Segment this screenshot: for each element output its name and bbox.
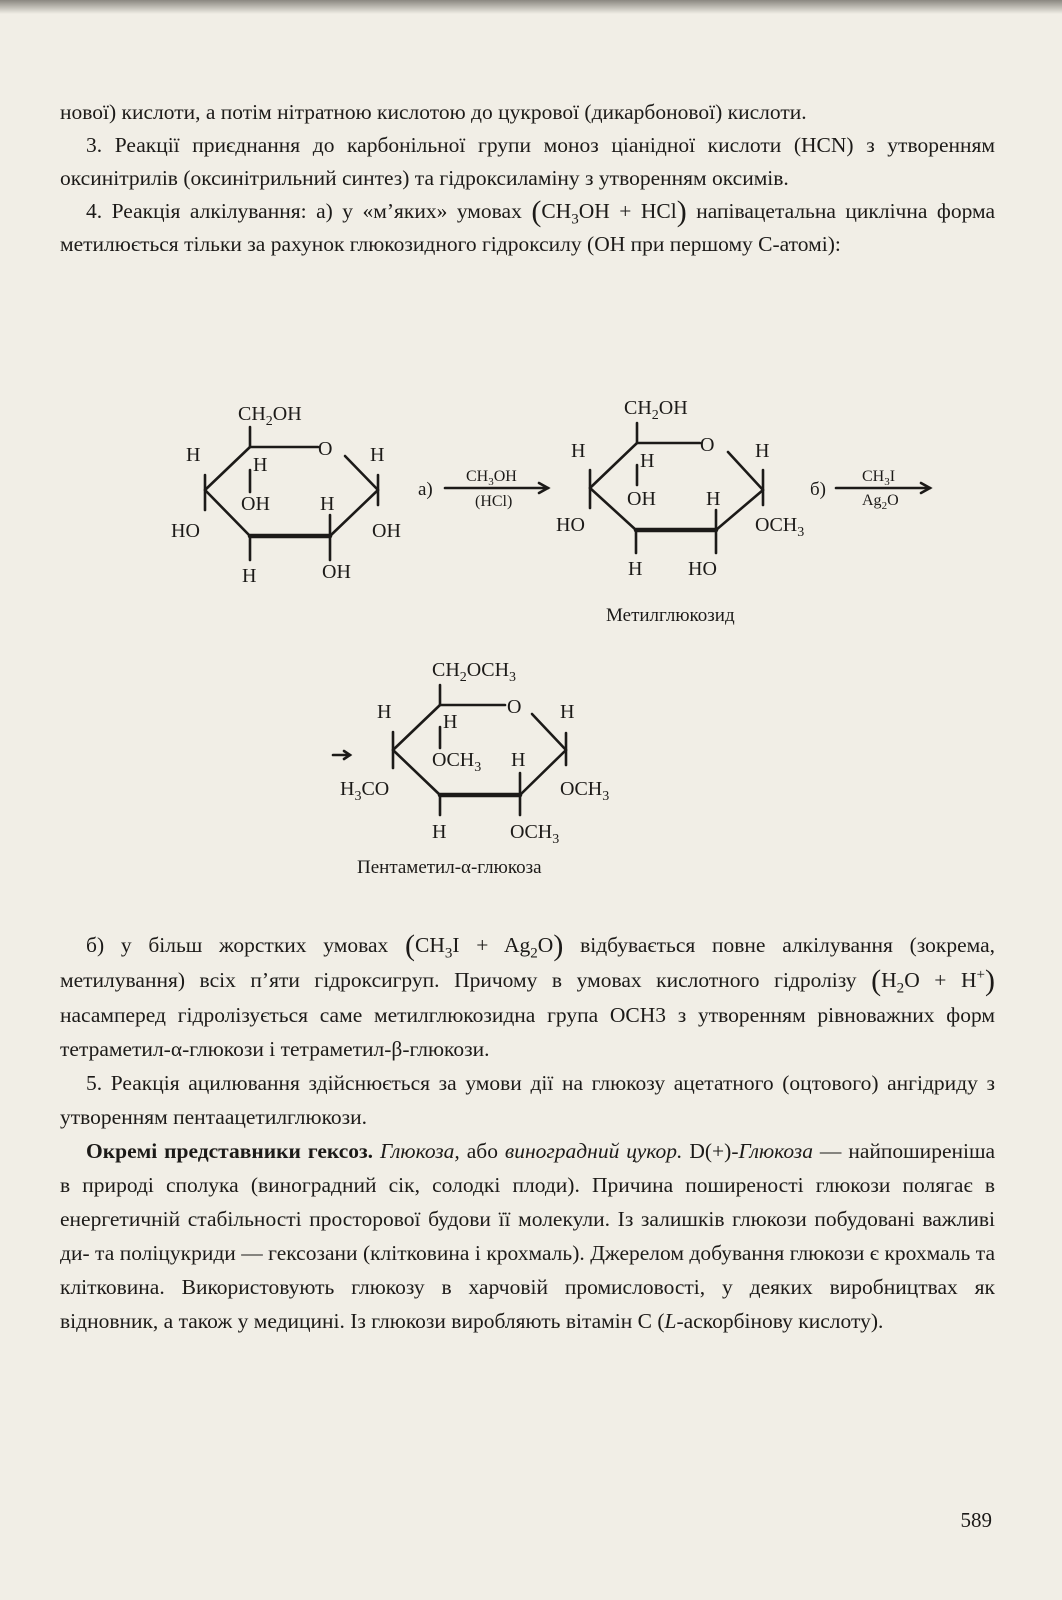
glucose-oh-bottom: OH: [322, 561, 351, 583]
pentamethyl-h-right: H: [560, 701, 575, 723]
arrow-b-reagent: $CH_3I$: [862, 468, 896, 488]
pentamethyl-h-inner: H: [443, 711, 458, 733]
methylglucoside-ring-o: O: [700, 434, 715, 456]
pentamethyl-och3-right: $OCH_3$: [560, 778, 610, 804]
methylglucoside-h-bottom: H: [628, 558, 643, 580]
methylglucoside-ch2oh: $CH_2OH$: [624, 397, 688, 423]
pentamethyl-name: Пентаметил-α-глюкоза: [357, 857, 542, 878]
hexoses-heading: Окремі представники гексоз.: [86, 1139, 374, 1163]
page-number: 589: [960, 1508, 992, 1532]
methylglucoside-ho-bottom: HO: [688, 558, 717, 580]
pentamethyl-och3-bottom: $OCH_3$: [510, 821, 560, 847]
methylglucoside-oh-mid: OH: [627, 488, 656, 510]
arrow-b-label: б): [810, 479, 826, 500]
glucose-h-right: H: [370, 444, 385, 466]
glucose-h-left: H: [186, 444, 201, 466]
pentamethyl-och3-mid: $OCH_3$: [432, 749, 482, 775]
arrow-a-label: а): [418, 479, 433, 500]
glucose-ch2oh: $CH_2OH$: [238, 403, 302, 429]
pentamethyl-h-bottom: H: [432, 821, 447, 843]
arrow-b-reagent-2: $Ag_2O$: [862, 492, 899, 512]
glucose-h-mid: H: [320, 493, 335, 515]
pentamethyl-h3co-left: $H_3CO$: [340, 778, 390, 804]
methylglucoside-h-left: H: [571, 440, 586, 462]
p4-rest: напівацетальна циклічна форма метилюється тільки за рахунок глюкозидного гідроксилу (ОН при першому С-атомі):: [60, 199, 996, 256]
pentamethyl-ch2och3: $CH_2OCH_3$: [432, 659, 517, 685]
pb-condition-2: $H_2O + H^+$: [881, 966, 985, 997]
glucose-ring-o: O: [318, 438, 333, 460]
pentamethyl-ring-o: O: [507, 696, 522, 718]
paragraph-3: 3. Реакції приєднання до карбонільної групи моноз ціанідної кислоти (HCN) з утворенням оксинітрилів (оксинітрильний синтез) та гідроксиламіну з утворенням оксимів.: [60, 133, 995, 190]
pentamethyl-h-left: H: [377, 701, 392, 723]
methylglucoside-name: Метилглюкозид: [606, 605, 735, 626]
pentamethyl-h-mid: H: [511, 749, 526, 771]
glucose-h-bottom: H: [242, 565, 257, 587]
paragraph-hexoses: Окремі представники гексоз. Глюкоза, або виноградний цукор. D(+)-Глюкоза — найпоширеніша в природі сполука (виноградний сік, солодкі плоди). Причина поширеності глюкози полягає в енергетичній стабільності просторової будови її молекули. Із залишків глюкози побудовані важливі ди- та поліцукриди — гексозани (клітковина і крохмаль). Джерелом добування глюкози є крохмаль та клітковина. Використовують глюкозу в харчовій промисловості, у деяких виробництвах як відновник, а також у медицині. Із глюкози виробляють вітамін С (L-аскорбінову кислоту).: [60, 1139, 996, 1333]
p4-condition: $CH_3OH$ + HCl: [541, 199, 677, 228]
glucose-h-inner: H: [253, 454, 268, 476]
pb-condition-1: $CH_3I + Ag_2O$: [415, 933, 554, 962]
methylglucoside-h-mid: H: [706, 488, 721, 510]
p4-start: 4. Реакція алкілування: а) у «м’яких» умовах: [86, 199, 522, 223]
glucose-ho-left: HO: [171, 520, 200, 542]
arrow-a-reagent: $CH_3OH$: [466, 468, 517, 488]
arrow-a-catalyst: (HCl): [475, 493, 513, 510]
glucose-oh-mid: OH: [241, 493, 270, 515]
bottom-text: [60, 928, 995, 1338]
methylglucoside-och3-right: $OCH_3$: [755, 514, 805, 540]
paragraph-b: б) у більш жорстких умовах $(CH_3I + Ag_2O)$ відбувається повне алкілування (зокрема, метилування) всіх п’яти гідроксигруп. Причому в умовах кислотного гідролізу $(H_2O + H^+)$ насамперед гідролізується саме метилглюкозидна група OCH3 з утворенням рівноважних форм тетраметил-α-глюкози і тетраметил-β-глюкози.: [60, 929, 996, 1061]
methylglucoside-ho-left: HO: [556, 514, 585, 536]
glucose-oh-right: OH: [372, 520, 401, 542]
paragraph-4: 4. Реакція алкілування: а) у «м’яких» умовах $(CH_3OH + HCl)$ напівацетальна циклічна форма метилюється тільки за рахунок глюкозидного гідроксилу (ОН при першому С-атомі):: [60, 195, 996, 256]
paragraph-5: 5. Реакція ацилювання здійснюється за умови дії на глюкозу ацетатного (оцтового) ангідриду з утворенням пентаацетилглюкози.: [60, 1071, 995, 1129]
paragraph-continuation: нової) кислоти, а потім нітратною кислотою до цукрової (дикарбонової) кислоти.: [60, 100, 807, 124]
methylglucoside-h-right: H: [755, 440, 770, 462]
methylglucoside-h-inner: H: [640, 450, 655, 472]
